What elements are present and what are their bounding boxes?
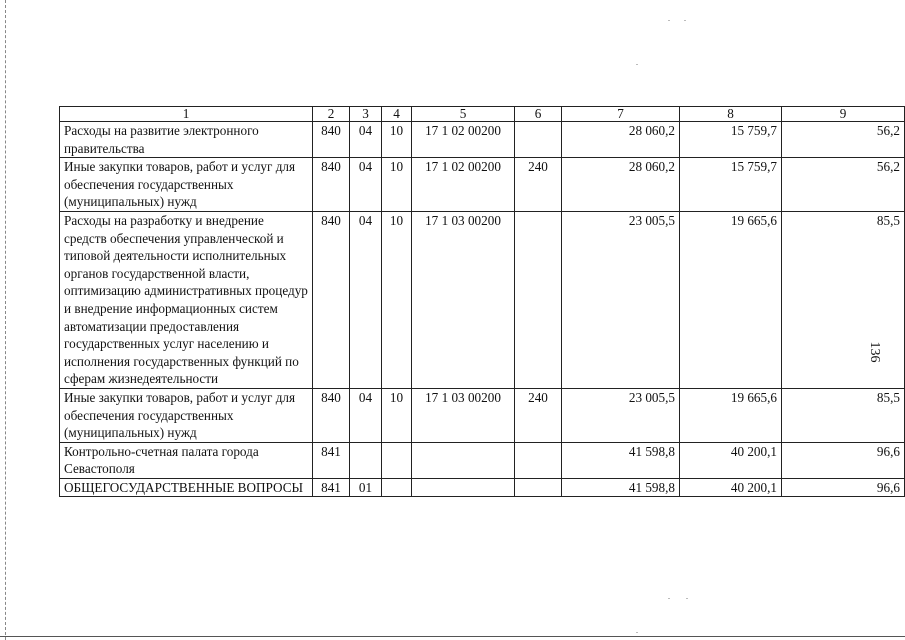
column-header: 4 [382, 107, 412, 122]
expense-name: Иные закупки товаров, работ и услуг для обеспечения государственных (муниципальных) нужд [60, 388, 313, 442]
section-code: 01 [350, 478, 382, 497]
column-header: 7 [562, 107, 680, 122]
expense-name: Иные закупки товаров, работ и услуг для обеспечения государственных (муниципальных) нужд [60, 158, 313, 212]
expense-name: ОБЩЕГОСУДАРСТВЕННЫЕ ВОПРОСЫ [60, 478, 313, 497]
ministry-code: 840 [313, 388, 350, 442]
expense-type-code [515, 211, 562, 388]
section-code: 04 [350, 122, 382, 158]
table-header-row [60, 107, 905, 122]
column-header: 1 [60, 107, 313, 122]
column-header: 5 [412, 107, 515, 122]
planned-amount: 23 005,5 [562, 211, 680, 388]
table-row [60, 478, 905, 497]
subsection-code [382, 478, 412, 497]
table-row [60, 388, 905, 442]
target-article-code: 17 1 02 00200 [412, 158, 515, 212]
expense-name: Расходы на разработку и внедрение средств обеспечения управленческой и типовой деятельности исполнительных органов государственной власти, оптимизацию административных процедур и внедрение информационных систем автоматизации предоставления государственных услуг населению и исполнения государственных функций по сферам жизнедеятельности [60, 211, 313, 388]
column-header: 9 [782, 107, 905, 122]
expense-type-code [515, 442, 562, 478]
scan-speck [686, 598, 688, 599]
expense-name: Контрольно-счетная палата города Севастополя [60, 442, 313, 478]
actual-amount: 19 665,6 [680, 388, 782, 442]
actual-amount: 15 759,7 [680, 158, 782, 212]
expense-type-code: 240 [515, 388, 562, 442]
target-article-code: 17 1 03 00200 [412, 211, 515, 388]
ministry-code: 840 [313, 122, 350, 158]
subsection-code: 10 [382, 211, 412, 388]
ministry-code: 841 [313, 478, 350, 497]
scan-speck [636, 632, 638, 633]
planned-amount: 41 598,8 [562, 442, 680, 478]
actual-amount: 15 759,7 [680, 122, 782, 158]
table-row [60, 442, 905, 478]
planned-amount: 23 005,5 [562, 388, 680, 442]
section-code: 04 [350, 211, 382, 388]
table-row [60, 122, 905, 158]
scan-speck [668, 20, 670, 21]
actual-amount: 19 665,6 [680, 211, 782, 388]
page-number: 136 [867, 341, 882, 363]
section-code: 04 [350, 388, 382, 442]
execution-percent: 85,5 [782, 211, 905, 388]
ministry-code: 841 [313, 442, 350, 478]
target-article-code [412, 442, 515, 478]
ministry-code: 840 [313, 158, 350, 212]
scan-speck [684, 20, 686, 21]
subsection-code: 10 [382, 158, 412, 212]
column-header: 6 [515, 107, 562, 122]
scan-speck [668, 598, 670, 599]
expense-name: Расходы на развитие электронного правительства [60, 122, 313, 158]
target-article-code: 17 1 03 00200 [412, 388, 515, 442]
scan-left-border [5, 0, 7, 640]
expense-type-code [515, 478, 562, 497]
table-row [60, 158, 905, 212]
target-article-code [412, 478, 515, 497]
subsection-code: 10 [382, 388, 412, 442]
ministry-code: 840 [313, 211, 350, 388]
execution-percent: 56,2 [782, 122, 905, 158]
scan-speck [636, 64, 638, 65]
planned-amount: 41 598,8 [562, 478, 680, 497]
scan-bottom-border [0, 636, 905, 637]
column-header: 3 [350, 107, 382, 122]
execution-percent: 96,6 [782, 478, 905, 497]
section-code [350, 442, 382, 478]
planned-amount: 28 060,2 [562, 122, 680, 158]
expense-type-code [515, 122, 562, 158]
budget-table [59, 106, 905, 497]
actual-amount: 40 200,1 [680, 442, 782, 478]
section-code: 04 [350, 158, 382, 212]
subsection-code [382, 442, 412, 478]
column-header: 2 [313, 107, 350, 122]
planned-amount: 28 060,2 [562, 158, 680, 212]
table-row [60, 211, 905, 388]
actual-amount: 40 200,1 [680, 478, 782, 497]
expense-type-code: 240 [515, 158, 562, 212]
column-header: 8 [680, 107, 782, 122]
target-article-code: 17 1 02 00200 [412, 122, 515, 158]
execution-percent: 56,2 [782, 158, 905, 212]
subsection-code: 10 [382, 122, 412, 158]
execution-percent: 96,6 [782, 442, 905, 478]
execution-percent: 85,5 [782, 388, 905, 442]
